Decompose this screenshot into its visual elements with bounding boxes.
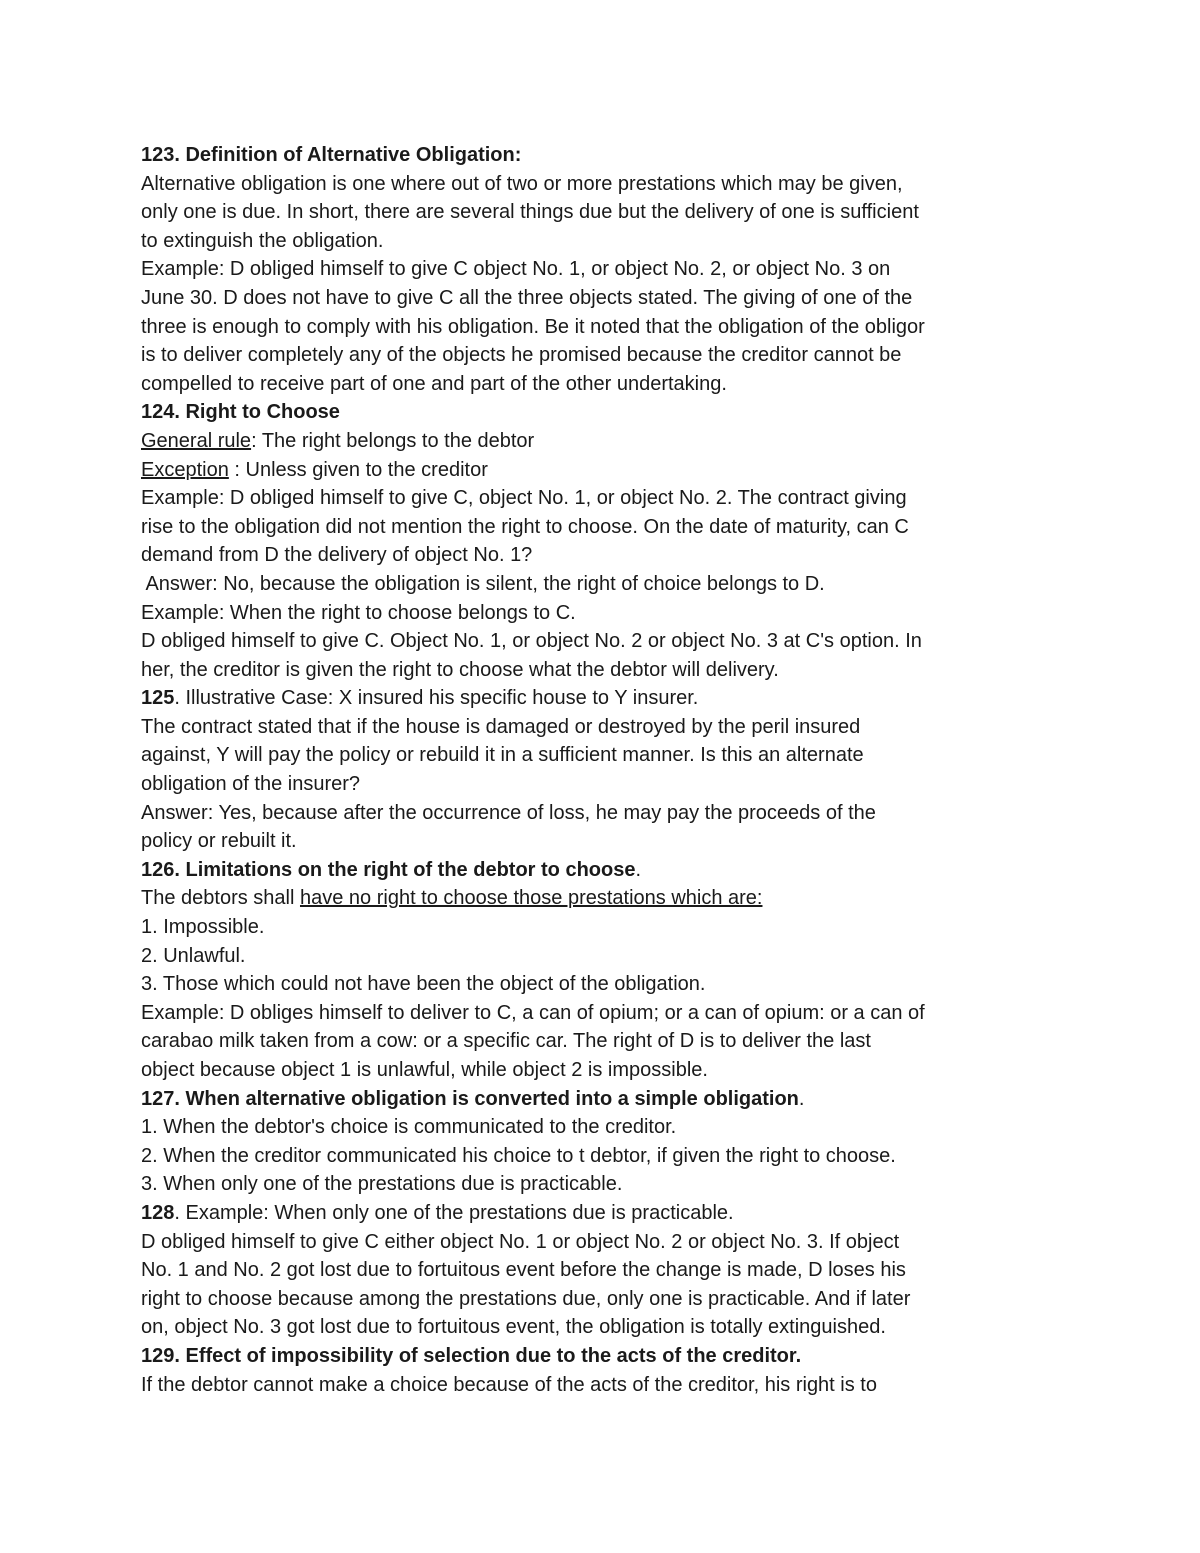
- text-line: is to deliver completely any of the objects he promised because the creditor cannot be: [141, 344, 902, 367]
- general-rule-line: [141, 427, 1001, 456]
- text-line: Example: D obliged himself to give C, object No. 1, or object No. 2. The contract giving: [141, 487, 907, 510]
- text-line: 1. When the debtor's choice is communicated to the creditor.: [141, 1116, 677, 1139]
- section-125-title: . Illustrative Case: X insured his specific house to Y insurer.: [174, 687, 699, 710]
- text-line: her, the creditor is given the right to choose what the debtor will delivery.: [141, 658, 779, 681]
- section-126-heading: 126. Limitations on the right of the debtor to choose: [141, 858, 636, 881]
- text-line: 3. When only one of the prestations due is practicable.: [141, 1173, 623, 1196]
- text-line: three is enough to comply with his obligation. Be it noted that the obligation of the obligor: [141, 315, 925, 338]
- text-line: 2. When the creditor communicated his choice to t debtor, if given the right to choose.: [141, 1144, 896, 1167]
- text-line: Example: When the right to choose belongs to C.: [141, 601, 576, 624]
- section-124-heading: 124. Right to Choose: [141, 401, 340, 424]
- exception-text: : Unless given to the creditor: [228, 458, 488, 481]
- text-line: No. 1 and No. 2 got lost due to fortuitous event before the change is made, D loses his: [141, 1259, 906, 1282]
- text-line: obligation of the insurer?: [141, 773, 361, 796]
- section-128-number: 128: [141, 1201, 175, 1224]
- section-127-body: [141, 1113, 1001, 1199]
- section-127-heading-suffix: .: [798, 1087, 805, 1110]
- section-126-intro-plain: The debtors shall: [141, 887, 300, 910]
- section-129-heading: 129. Effect of impossibility of selection due to the acts of the creditor.: [141, 1344, 802, 1367]
- section-126-body: [141, 913, 1001, 1085]
- text-line: to extinguish the obligation.: [141, 229, 384, 252]
- text-line: Example: D obliges himself to deliver to C, a can of opium; or a can of opium: or a can of: [141, 1001, 925, 1024]
- text-line: object because object 1 is unlawful, while object 2 is impossible.: [141, 1059, 708, 1081]
- section-128-title: . Example: When only one of the prestations due is practicable.: [174, 1201, 734, 1224]
- text-line: Alternative obligation is one where out of two or more prestations which may be given,: [141, 172, 903, 195]
- section-128-body: [141, 1228, 1001, 1342]
- section-126-heading-suffix: .: [635, 858, 642, 881]
- text-line: Example: D obliged himself to give C object No. 1, or object No. 2, or object No. 3 on: [141, 258, 891, 281]
- text-line: carabao milk taken from a cow: or a specific car. The right of D is to deliver the last: [141, 1030, 871, 1053]
- section-126-intro: [141, 884, 1001, 913]
- text-line: compelled to receive part of one and part of the other undertaking.: [141, 372, 727, 395]
- text-line: 1. Impossible.: [141, 916, 265, 939]
- section-123-heading: 123. Definition of Alternative Obligation:: [141, 144, 522, 166]
- text-line: demand from D the delivery of object No. 1?: [141, 544, 533, 567]
- text-line: on, object No. 3 got lost due to fortuitous event, the obligation is totally extinguished.: [141, 1316, 886, 1339]
- text-line: policy or rebuilt it.: [141, 830, 297, 853]
- section-126-intro-underlined: have no right to choose those prestations which are:: [299, 887, 763, 910]
- exception-label: Exception: [141, 458, 229, 481]
- text-line: Answer: Yes, because after the occurrence of loss, he may pay the proceeds of the: [141, 801, 876, 824]
- section-125-first-line: [141, 684, 1001, 713]
- section-123-body: [141, 170, 1001, 399]
- text-line: rise to the obligation did not mention the right to choose. On the date of maturity, can C: [141, 515, 909, 538]
- text-line: Answer: No, because the obligation is silent, the right of choice belongs to D.: [141, 572, 825, 595]
- text-line: The contract stated that if the house is damaged or destroyed by the peril insured: [141, 715, 861, 738]
- section-126-heading-line: [141, 856, 1001, 885]
- text-line: D obliged himself to give C either object No. 1 or object No. 2 or object No. 3. If object: [141, 1230, 900, 1253]
- section-128-first-line: [141, 1199, 1001, 1228]
- text-line: June 30. D does not have to give C all the three objects stated. The giving of one of the: [141, 286, 913, 309]
- text-line: D obliged himself to give C. Object No. 1, or object No. 2 or object No. 3 at C's option. In: [141, 630, 922, 653]
- document-body: [141, 141, 1001, 1399]
- text-line: only one is due. In short, there are several things due but the delivery of one is sufficient: [141, 201, 919, 224]
- text-line: right to choose because among the prestations due, only one is practicable. And if later: [141, 1287, 911, 1310]
- section-125-number: 125: [141, 687, 175, 710]
- section-129-body: [141, 1371, 1001, 1400]
- exception-line: [141, 456, 1001, 485]
- text-line: 2. Unlawful.: [141, 944, 246, 967]
- section-127-heading-line: [141, 1085, 1001, 1114]
- section-125-body: [141, 713, 1001, 856]
- general-rule-label: General rule: [141, 429, 252, 452]
- general-rule-text: : The right belongs to the debtor: [251, 429, 535, 452]
- section-124-body: [141, 484, 1001, 684]
- text-line: If the debtor cannot make a choice because of the acts of the creditor, his right is to: [141, 1373, 877, 1396]
- text-line: against, Y will pay the policy or rebuild it in a sufficient manner. Is this an alternate: [141, 744, 864, 767]
- text-line: 3. Those which could not have been the object of the obligation.: [141, 973, 706, 996]
- section-127-heading: 127. When alternative obligation is converted into a simple obligation: [141, 1087, 799, 1110]
